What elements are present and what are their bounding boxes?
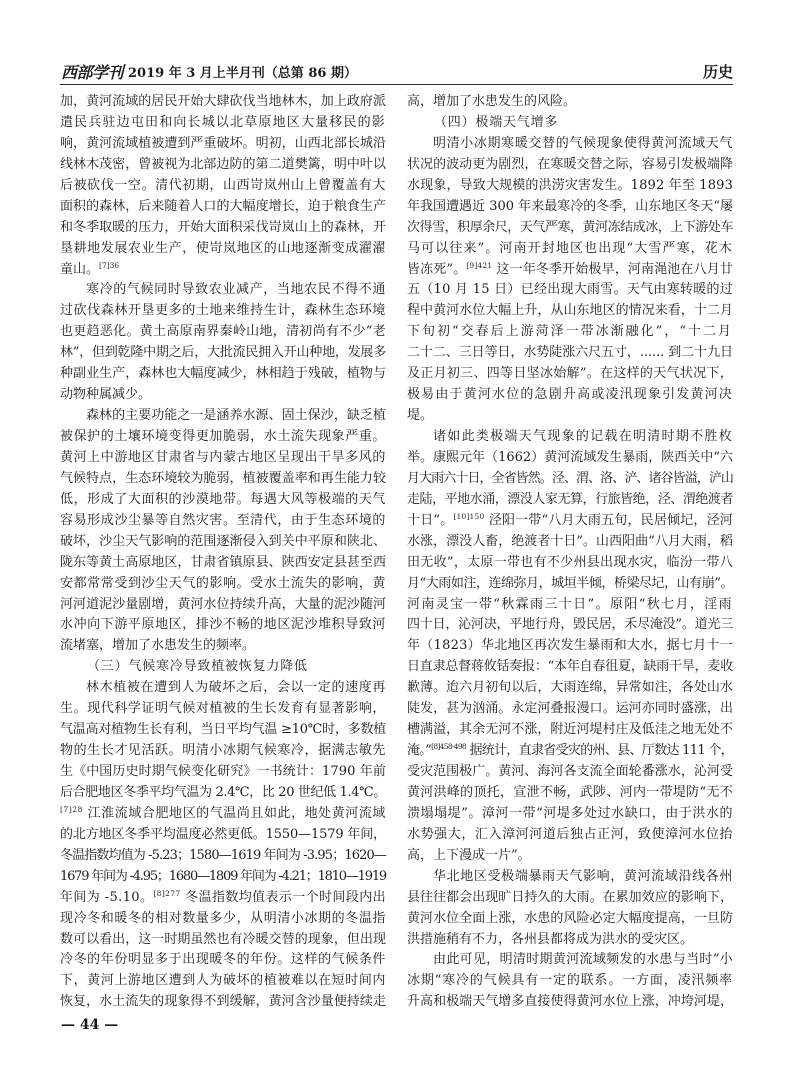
text-line	[407, 699, 733, 720]
text-segment: 泾阳一带“八月大雨五旬，民居倾圮，泾河	[484, 512, 733, 528]
text-line	[60, 490, 386, 511]
text-segment: 洪措施稍有不力，各州县都将成为洪水的受灾区。	[407, 931, 694, 947]
header-divider	[60, 84, 733, 85]
text-segment: 溃塌塌堤”。漳河一带“河堤多处过水缺口，由于洪水的	[407, 805, 733, 821]
text-segment: 黄河洪峰的顶托，宣泄不畅，武陟、河内一带堤防“无不	[407, 784, 733, 800]
text-segment: 高，上下漫成一片”。	[407, 847, 531, 863]
text-line	[60, 406, 386, 427]
text-line	[60, 762, 386, 783]
text-segment: 下旬初“交春后上游菏泽一带冰渐融化”，“十二月	[407, 324, 733, 340]
section-label: 历史	[703, 63, 734, 81]
text-line	[60, 678, 386, 699]
text-line	[407, 155, 733, 176]
text-line	[60, 301, 386, 322]
paragraph	[407, 427, 733, 867]
text-line	[407, 741, 733, 762]
text-line	[407, 553, 733, 574]
text-line	[407, 971, 733, 992]
text-segment: 下，黄河上游地区遭到人为破坏的植被难以在短时间内	[60, 973, 386, 989]
text-segment: 马可以往来”。河南开封地区也出现“大雪严寒，花木	[407, 240, 733, 256]
text-line	[60, 699, 386, 720]
text-segment: 次得雪，积厚余尺，天气严寒，黄河冻结成冰，上下游处车	[407, 219, 733, 235]
text-line	[407, 762, 733, 783]
right-column	[407, 92, 733, 1013]
text-segment: 1679 年间为 -4.95；1680—1809 年间为 -4.21；1810—1919	[60, 868, 386, 884]
text-line	[407, 574, 733, 595]
text-line	[407, 615, 733, 636]
text-segment: 动物种属减少。	[60, 387, 152, 403]
text-segment: 流堵塞，增加了水患发生的频率。	[60, 638, 256, 654]
text-segment: 程中黄河水位大幅上升，从山东地区的情况来看，十二月	[407, 303, 733, 319]
text-segment: 这一年冬季开始极早，河南渑池在八月廿	[492, 261, 733, 277]
paragraph	[407, 134, 733, 427]
text-segment: 陡发，甚为汹涌。永定河叠报漫口。运河亦同时盛涨，出	[407, 701, 733, 717]
text-line	[60, 867, 386, 888]
text-line	[60, 385, 386, 406]
text-segment: 年我国遭遇近 300 年来最寒冷的冬季，山东地区冬天“屡	[407, 198, 733, 214]
text-segment: 四十日，沁河决，平地行舟，毁民居，禾尽淹没”。道光三	[407, 617, 733, 633]
text-line	[407, 490, 733, 511]
text-line	[60, 888, 386, 909]
text-line	[60, 971, 386, 992]
text-segment: 皆冻死”。	[407, 261, 467, 277]
paragraph	[407, 867, 733, 951]
text-segment: 田无收”，太原一带也有不少州县出现水灾，临汾一带八	[407, 554, 733, 570]
text-segment: 遣民兵驻边屯田和向长城以北草原地区大量移民的影	[60, 114, 386, 130]
text-line	[60, 636, 386, 657]
text-line	[60, 553, 386, 574]
text-segment: 据统计，直隶省受灾的州、县、厅数达 111 个，	[466, 743, 733, 759]
text-segment: 诸如此类极端天气现象的记载在明清时期不胜枚	[433, 429, 733, 444]
text-segment: 的北方地区冬季平均温度必然更低。1550—1579 年间，	[60, 826, 386, 842]
text-segment: 河河道泥沙量剧增，黄河水位持续升高，大量的泥沙随河	[60, 596, 386, 612]
text-line	[60, 825, 386, 846]
text-segment: 高，增加了水患发生的风险。	[407, 94, 577, 109]
text-segment: 黄河上中游地区甘肃省与内蒙古地区呈现出干旱多风的	[60, 449, 386, 465]
text-segment: 明清小冰期寒暖交替的气候现象使得黄河流域天气	[433, 135, 733, 151]
citation-mark: [7]28	[60, 804, 83, 814]
text-line	[60, 113, 386, 134]
text-segment: 种副业生产，森林也大幅度减少，林相趋于残破，植物与	[60, 366, 386, 382]
text-line	[407, 385, 733, 406]
text-line	[407, 909, 733, 930]
citation-mark: [7]36	[99, 260, 120, 270]
text-line	[407, 657, 733, 678]
text-line	[407, 406, 733, 427]
text-segment: 线林木茂密，曾被视为北部边防的第二道樊篱，明中叶以	[60, 156, 386, 172]
text-line	[60, 846, 386, 867]
citation-mark: [8]458-498	[431, 742, 466, 752]
issue-info: 2019 年 3 月上半月刊（总第 86 期）	[128, 66, 357, 81]
text-line	[60, 720, 386, 741]
text-line	[407, 636, 733, 657]
text-line	[407, 343, 733, 364]
text-line	[60, 155, 386, 176]
text-segment: 陇东等黄土高原地区，甘肃省镇原县、陕西安定县甚至西	[60, 554, 386, 570]
text-line	[60, 992, 386, 1013]
text-line	[407, 239, 733, 260]
text-line	[407, 595, 733, 616]
text-line	[407, 720, 733, 741]
text-segment: 极易由于黄河水位的急剧升高或凌汛现象引发黄河决	[407, 387, 733, 403]
text-segment: 及正月初三、四等日坚冰始解”。在这样的天气状况下，	[407, 366, 733, 382]
text-line	[407, 532, 733, 553]
text-line	[407, 260, 733, 281]
text-segment: 水现象，导致大规模的洪涝灾害发生。1892 年至 1893	[407, 177, 733, 193]
text-segment: 童山。	[60, 261, 100, 277]
text-line	[407, 280, 733, 301]
text-line	[60, 595, 386, 616]
text-segment: 面积的森林，后来随着人口的大幅度增长，迫于粮食生产	[60, 198, 386, 214]
text-line	[60, 260, 386, 281]
text-segment: 冷冬的年份明显多于出现暖冬的年份。这样的气候条件	[60, 952, 386, 968]
text-segment: 淹。”	[407, 743, 432, 759]
section-heading: （四）极端天气增多	[434, 114, 559, 130]
text-segment: 加，黄河流域的居民开始大肆砍伐当地林木，加上政府派	[60, 94, 386, 109]
text-line	[60, 343, 386, 364]
text-segment: 垦耕地发展农业生产，使岢岚地区的山地逐渐变成濯濯	[60, 240, 386, 256]
citation-mark: [9]421	[466, 260, 493, 270]
text-segment: 河南灵宝一带“秋霖雨三十日”。原阳“秋七月，淫雨	[407, 596, 733, 612]
text-line	[60, 930, 386, 951]
text-line	[407, 783, 733, 804]
text-segment: 后合肥地区冬季平均气温为 2.4℃，比 20 世纪低 1.4℃。	[60, 784, 386, 800]
text-segment: 和冬季取暖的压力，开始大面积采伐岢岚山上的森林，开	[60, 219, 386, 235]
text-line	[60, 511, 386, 532]
text-segment: 现冷冬和暖冬的相对数量多少，从明清小冰期的冬温指	[60, 910, 386, 926]
page-number: — 44 —	[61, 1017, 119, 1033]
text-line	[60, 92, 386, 113]
text-line	[60, 574, 386, 595]
text-line	[407, 888, 733, 909]
text-line	[60, 950, 386, 971]
text-line	[60, 448, 386, 469]
text-line	[407, 511, 733, 532]
text-segment: 举。康熙元年（1662）黄河流域发生暴雨，陕西关中“六	[407, 449, 733, 465]
text-segment: 被保护的土壤环境变得更加脆弱，水土流失现象严重。	[60, 429, 386, 444]
text-segment: 歉薄。迨六月初旬以后，大雨连绵，异常如注，各处山水	[407, 680, 733, 696]
text-segment: 五（10 月 15 日）已经出现大雨雪。天气由寒转暖的过	[407, 282, 733, 298]
text-segment: 槽满溢，其余无河不涨，附近河堤村庄及低洼之地无处不	[407, 722, 733, 738]
text-segment: 恢复，水土流失的现象得不到缓解，黄河含沙量便持续走	[60, 994, 386, 1010]
text-segment: 林木植被在遭到人为破坏之后，会以一定的速度再	[86, 680, 386, 696]
text-segment: 黄河水位全面上涨，水患的风险必定大幅度提高，一旦防	[407, 910, 733, 926]
citation-mark: [10]150	[453, 511, 485, 521]
text-segment: 水涨，漂没人畜，绝渡者十日”。山西阳曲“八月大雨，稻	[407, 533, 733, 549]
left-column	[60, 92, 386, 1013]
text-line	[407, 950, 733, 971]
text-line	[407, 92, 733, 113]
section-heading: （三）气候寒冷导致植被恢复力降低	[87, 659, 308, 675]
text-segment: 森林的主要功能之一是涵养水源、固土保沙，缺乏植	[86, 408, 386, 424]
text-line	[60, 218, 386, 239]
text-line	[407, 867, 733, 888]
text-line	[407, 930, 733, 951]
text-line	[60, 364, 386, 385]
text-segment: 也更趋恶化。黄土高原南界秦岭山地，清初尚有不少“老	[60, 324, 386, 340]
text-segment: 升高和极端天气增多直接使得黄河水位上涨，冲垮河堤，	[407, 994, 733, 1010]
paragraph	[60, 92, 386, 280]
text-segment: 生《中国历史时期气候变化研究》一书统计：1790 年前	[60, 764, 386, 779]
text-segment: 容易形成沙尘暴等自然灾害。至清代，由于生态环境的	[60, 512, 386, 528]
text-segment: 日直隶总督蒋攸铦奏报：“本年自春徂夏，缺雨干旱，麦收	[407, 659, 733, 675]
text-line	[60, 909, 386, 930]
text-segment: 二十二、三日等日，水势陡涨六尺五寸，...... 到二十九日	[407, 345, 733, 361]
text-line	[60, 134, 386, 155]
paragraph	[60, 280, 386, 406]
text-line	[60, 741, 386, 762]
text-segment: 十日”。	[407, 512, 454, 528]
text-line	[407, 176, 733, 197]
text-line	[407, 197, 733, 218]
text-segment: 冬温指数均值为 -5.23；1580—1619 年间为 -3.95；1620—	[60, 847, 386, 863]
text-line	[60, 469, 386, 490]
text-line	[407, 301, 733, 322]
text-segment: 县往往都会出现旷日持久的大雨。在累加效应的影响下，	[407, 889, 733, 905]
text-line	[407, 804, 733, 825]
text-line	[407, 364, 733, 385]
paragraph	[407, 92, 733, 113]
text-segment: 状况的波动更为剧烈，在寒暖交替之际，容易引发极端降	[407, 156, 733, 172]
text-line	[407, 427, 733, 448]
text-segment: 后被砍伐一空。清代初期，山西岢岚州山上曾覆盖有大	[60, 177, 386, 193]
text-segment: 气候特点，生态环境较为脆弱，植被覆盖率和再生能力较	[60, 470, 386, 486]
text-segment: 受灾范围极广。黄河、海河各支流全面轮番涨水，沁河受	[407, 764, 733, 779]
text-segment: 响，黄河流域植被遭到严重破坏。明初，山西北部长城沿	[60, 135, 386, 151]
text-segment: 走陆，平地水涌，漂没人家无算，行旅皆绝，泾、渭绝渡者	[407, 491, 733, 507]
text-line	[407, 992, 733, 1013]
text-line	[407, 134, 733, 155]
text-line	[60, 280, 386, 301]
text-segment: 低，形成了大面积的沙漠地带。每遇大风等极端的天气	[60, 491, 386, 507]
text-line	[60, 615, 386, 636]
paragraph	[60, 678, 386, 1013]
paragraph	[407, 950, 733, 1013]
text-segment: 破坏，沙尘天气影响的范围逐渐侵入到关中平原和陕北、	[60, 533, 386, 549]
text-segment: 物的生长才见活跃。明清小冰期气候寒冷，据满志敏先	[60, 743, 386, 759]
text-line	[407, 846, 733, 867]
text-line	[60, 197, 386, 218]
text-line	[60, 176, 386, 197]
text-line	[407, 218, 733, 239]
text-segment: 华北地区受极端暴雨天气影响，黄河流域沿线各州	[433, 868, 733, 884]
text-segment: 数可以看出，这一时期虽然也有冷暖交替的现象，但出现	[60, 931, 386, 947]
text-line	[60, 322, 386, 343]
text-segment: 年（1823）华北地区再次发生暴雨和大水，据七月十一	[407, 638, 733, 654]
text-segment: 林”，但到乾隆中期之后，大批流民拥入开山种地，发展多	[60, 345, 386, 361]
text-segment: 冰期”寒冷的气候具有一定的联系。一方面，凌汛频率	[407, 973, 733, 989]
text-line	[60, 804, 386, 825]
text-line	[407, 825, 733, 846]
text-segment: 过砍伐森林开垦更多的土地来维持生计，森林生态环境	[60, 303, 386, 319]
text-segment: 月“大雨如注，连绵弥月，城垣半倾，桥梁尽圮，山有崩”。	[407, 575, 733, 591]
text-line	[60, 427, 386, 448]
text-segment: 安都常常受到沙尘天气的影响。受水土流失的影响，黄	[60, 575, 386, 591]
text-segment: 由此可见，明清时期黄河流域频发的水患与当时“小	[433, 952, 733, 968]
text-segment: 水势强大，汇入漳河河道后独占正河，致使漳河水位抬	[407, 826, 733, 842]
text-segment: 年间为 -5.10。	[60, 889, 154, 905]
text-line	[407, 448, 733, 469]
text-segment: 月大雨六十日，全省皆然。泾、渭、洛、浐、诸谷皆溢，浐山	[407, 470, 733, 486]
text-segment: 气温高对植物生长有利，当日平均气温 ≥10℃时，多数植	[60, 722, 386, 738]
text-segment: 堤。	[407, 408, 434, 424]
text-segment: 冬温指数均值表示一个时间段内出	[180, 889, 386, 905]
text-segment: 水冲向下游平原地区，排沙不畅的地区泥沙堆积导致河	[60, 617, 386, 633]
journal-logo: 西部学刊	[61, 63, 124, 82]
text-segment: 寒冷的气候同时导致农业减产，当地农民不得不通	[86, 282, 386, 298]
text-segment: 江淮流域合肥地区的气温尚且如此，地处黄河流域	[82, 805, 386, 821]
text-line	[407, 678, 733, 699]
text-line	[60, 783, 386, 804]
paragraph	[60, 406, 386, 657]
text-line	[60, 532, 386, 553]
text-line	[60, 239, 386, 260]
text-line	[407, 469, 733, 490]
text-segment: 生。现代科学证明气候对植被的生长发育有显著影响，	[60, 701, 386, 717]
text-line	[407, 322, 733, 343]
citation-mark: [8]277	[153, 888, 181, 898]
